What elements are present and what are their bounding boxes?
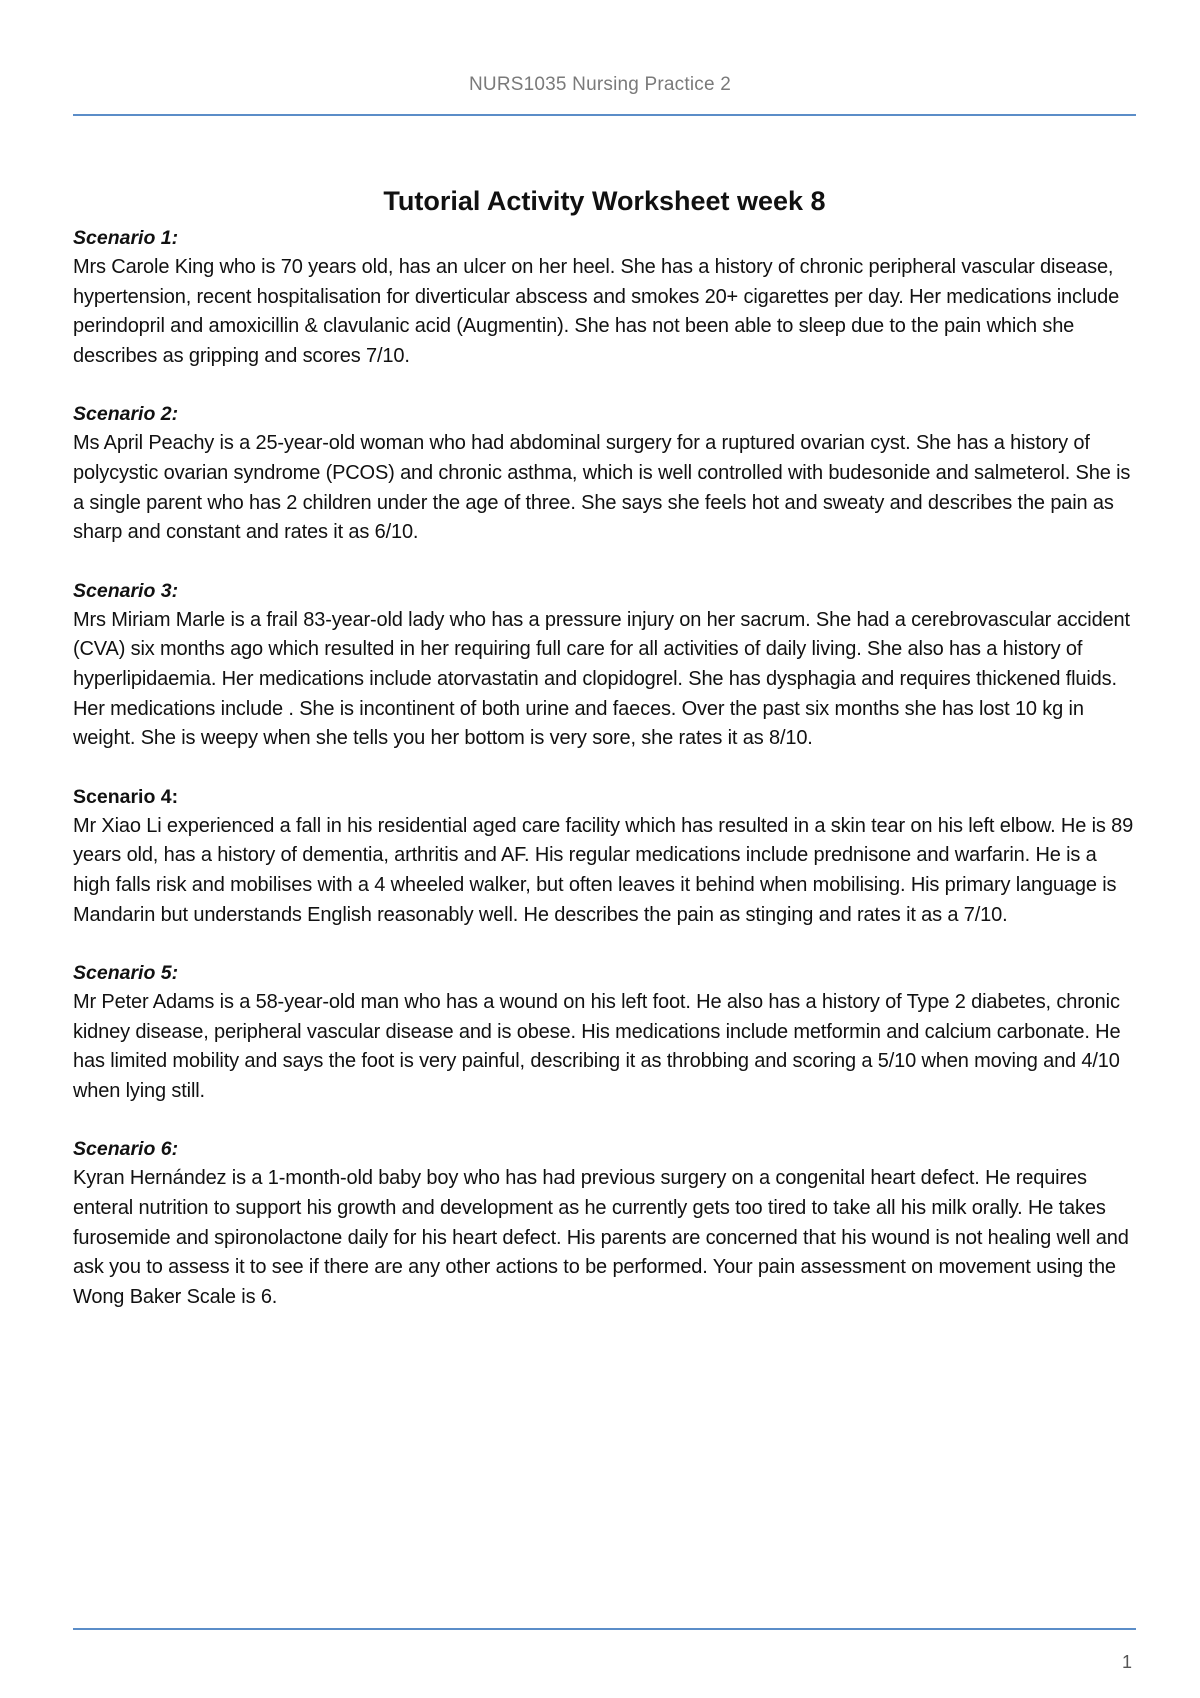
scenario-1 [73,224,1136,371]
scenario-text: Kyran Hernández is a 1-month-old baby boy who has had previous surgery on a congenital heart defect. He requires enteral nutrition to support his growth and development as he currently gets too tired to take all his milk orally. He takes furosemide and spironolactone daily for his heart defect. His parents are concerned that his wound is not healing well and ask you to assess it to see if there are any other actions to be performed. Your pain assessment on movement using the Wong Baker Scale is 6. [73,1167,1129,1308]
scenario-heading: Scenario 3: [73,579,179,602]
document-title: Tutorial Activity Worksheet week 8 [383,186,826,216]
document-body [73,184,1136,1341]
scenario-heading: Scenario 2: [73,403,179,426]
scenario-2 [73,400,1136,547]
scenario-heading: Scenario 6: [73,1138,179,1161]
scenario-4 [73,783,1136,930]
scenario-text: Mr Peter Adams is a 58-year-old man who has a wound on his left foot. He also has a history of Type 2 diabetes, chronic kidney disease, peripheral vascular disease and is obese. His medications include metformin and calcium carbonate. He has limited mobility and says the foot is very painful, describing it as throbbing and scoring a 5/10 when moving and 4/10 when lying still. [73,991,1121,1102]
footer-rule [73,1628,1136,1630]
scenario-text: Ms April Peachy is a 25-year-old woman who had abdominal surgery for a ruptured ovarian cyst. She has a history of polycystic ovarian syndrome (PCOS) and chronic asthma, which is well controlled with budesonide and salmeterol. She is a single parent who has 2 children under the age of three. She says she feels hot and sweaty and describes the pain as sharp and constant and rates it as 6/10. [73,432,1131,544]
scenario-6 [73,1135,1136,1312]
scenario-heading: Scenario 1: [73,227,179,249]
scenario-heading: Scenario 5: [73,962,179,985]
scenario-5 [73,959,1136,1106]
header-rule [73,114,1136,116]
scenario-3 [73,577,1136,754]
scenario-text: Mr Xiao Li experienced a fall in his residential aged care facility which has resulted in a skin tear on his left elbow. He is 89 years old, has a history of dementia, arthritis and AF. His regular medications include prednisone and warfarin. He is a high falls risk and mobilises with a 4 wheeled walker, but often leaves it behind when mobilising. His primary language is Mandarin but understands English reasonably well. He describes the pain as stinging and rates it as a 7/10. [73,814,1134,926]
running-header: NURS1035 Nursing Practice 2 [468,74,731,95]
scenario-heading: Scenario 4: [73,785,179,808]
page-number: 1 [1121,1652,1132,1672]
scenario-text: Mrs Carole King who is 70 years old, has an ulcer on her heel. She has a history of chronic peripheral vascular disease, hypertension, recent hospitalisation for diverticular abscess and smokes 20+ cigarettes per day. Her medications include perindopril and amoxicillin & clavulanic acid (Augmentin). She has not been able to sleep due to the pain which she describes as gripping and scores 7/10. [73,256,1120,367]
scenario-text: Mrs Miriam Marle is a frail 83-year-old lady who has a pressure injury on her sacrum. She had a cerebrovascular accident (CVA) six months ago which resulted in her requiring full care for all activities of daily living. She also has a history of hyperlipidaemia. Her medications include atorvastatin and clopidogrel. She has dysphagia and requires thickened fluids. Her medications include . She is incontinent of both urine and faeces. Over the past six months she has lost 10 kg in weight. She is weepy when she tells you her bottom is very sore, she rates it as 8/10. [73,608,1130,750]
